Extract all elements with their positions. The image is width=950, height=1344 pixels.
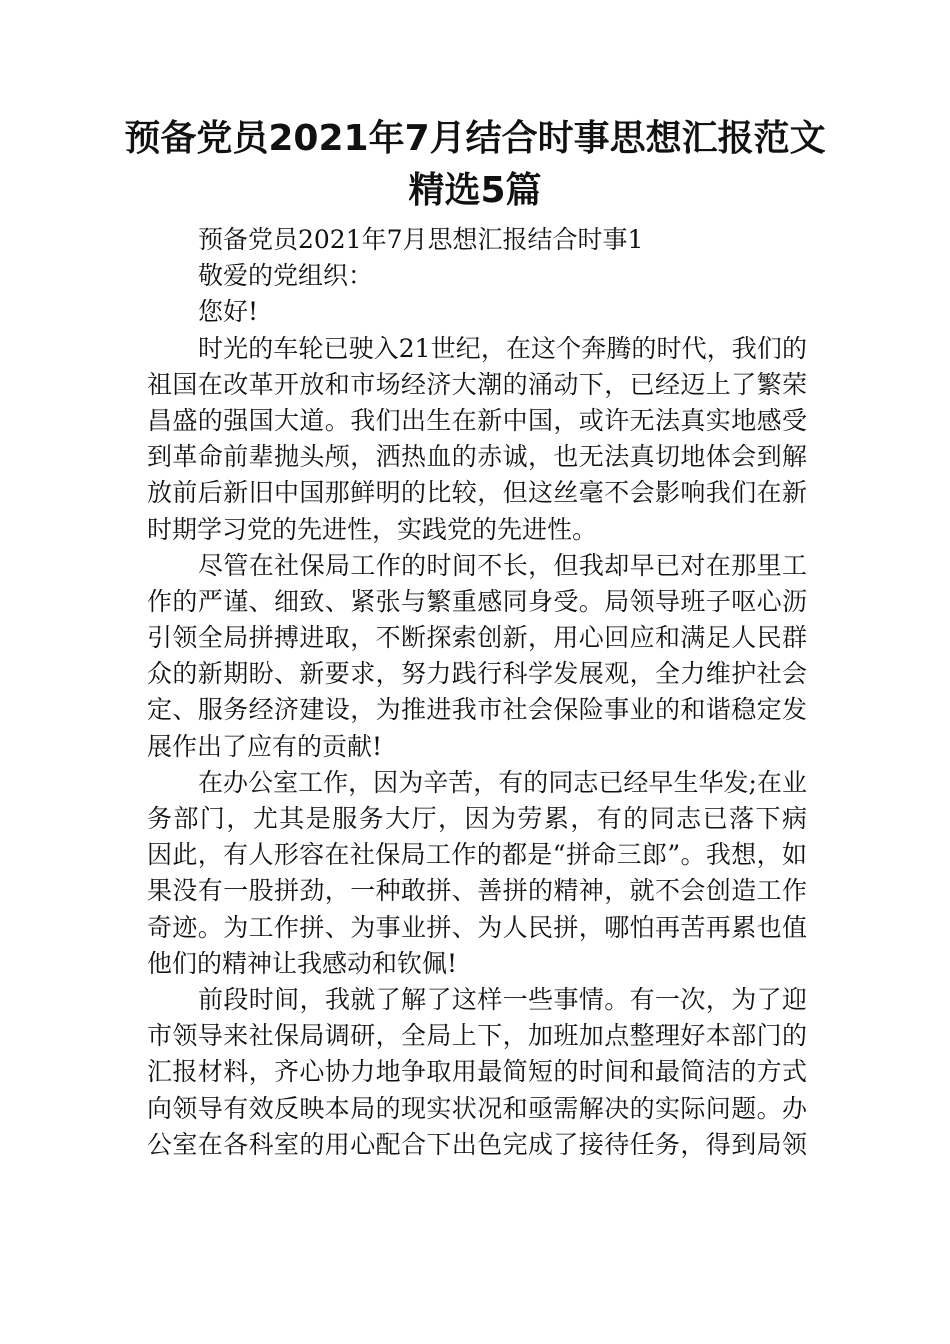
text-line: 在办公室工作，因为辛苦，有的同志已经早生华发;在业 xyxy=(198,767,807,797)
text-line: 祖国在改革开放和市场经济大潮的涌动下，已经迈上了繁荣 xyxy=(147,369,807,399)
text-line: 市领导来社保局调研，全局上下，加班加点整理好本部门的 xyxy=(147,1021,807,1051)
text-line: 务部门，尤其是服务大厅，因为劳累，有的同志已落下病 xyxy=(147,804,807,833)
document-body xyxy=(147,222,807,1163)
document-title-line2: 精选5篇 xyxy=(408,170,542,211)
text-line: 时期学习党的先进性，实践党的先进性。 xyxy=(147,514,598,544)
text-line: 到革命前辈抛头颅，洒热血的赤诚，也无法真切地体会到解 xyxy=(147,442,807,472)
document-title-line1: 预备党员2021年7月结合时事思想汇报范文 xyxy=(124,118,826,159)
text-line: 您好! xyxy=(198,297,259,327)
text-line: 敬爱的党组织： xyxy=(198,261,374,291)
text-line: 预备党员2021年7月思想汇报结合时事1 xyxy=(198,225,644,254)
text-line: 作的严谨、细致、紧张与繁重感同身受。局领导班子呕心沥 xyxy=(147,586,807,616)
text-line: 前段时间，我就了解了这样一些事情。有一次，为了迎 xyxy=(198,984,807,1014)
text-line: 放前后新旧中国那鲜明的比较，但这丝毫不会影响我们在新 xyxy=(147,478,807,508)
text-line: 因此，有人形容在社保局工作的都是“拼命三郎”。我想，如 xyxy=(147,840,807,870)
text-line: 时光的车轮已驶入21世纪，在这个奔腾的时代，我们的 xyxy=(198,333,807,363)
text-line: 果没有一股拼劲，一种敢拼、善拼的精神，就不会创造工作 xyxy=(147,876,807,906)
text-line: 公室在各科室的用心配合下出色完成了接待任务，得到局领 xyxy=(147,1129,807,1159)
text-line: 展作出了应有的贡献! xyxy=(147,731,383,761)
text-line: 汇报材料，齐心协力地争取用最简短的时间和最简洁的方式 xyxy=(147,1057,807,1087)
text-line: 昌盛的强国大道。我们出生在新中国，或许无法真实地感受 xyxy=(147,405,807,435)
text-line: 向领导有效反映本局的现实状况和亟需解决的实际问题。办 xyxy=(147,1093,807,1123)
text-line: 定、服务经济建设，为推进我市社会保险事业的和谐稳定发 xyxy=(147,695,807,725)
text-line: 奇迹。为工作拼、为事业拼、为人民拼，哪怕再苦再累也值 xyxy=(147,912,807,942)
text-line: 众的新期盼、新要求，努力践行科学发展观，全力维护社会 xyxy=(147,659,807,689)
text-line: 引领全局拼搏进取，不断探索创新，用心回应和满足人民群 xyxy=(147,623,807,653)
text-line: 尽管在社保局工作的时间不长，但我却早已对在那里工 xyxy=(198,550,807,580)
text-line: 他们的精神让我感动和钦佩! xyxy=(147,948,458,978)
